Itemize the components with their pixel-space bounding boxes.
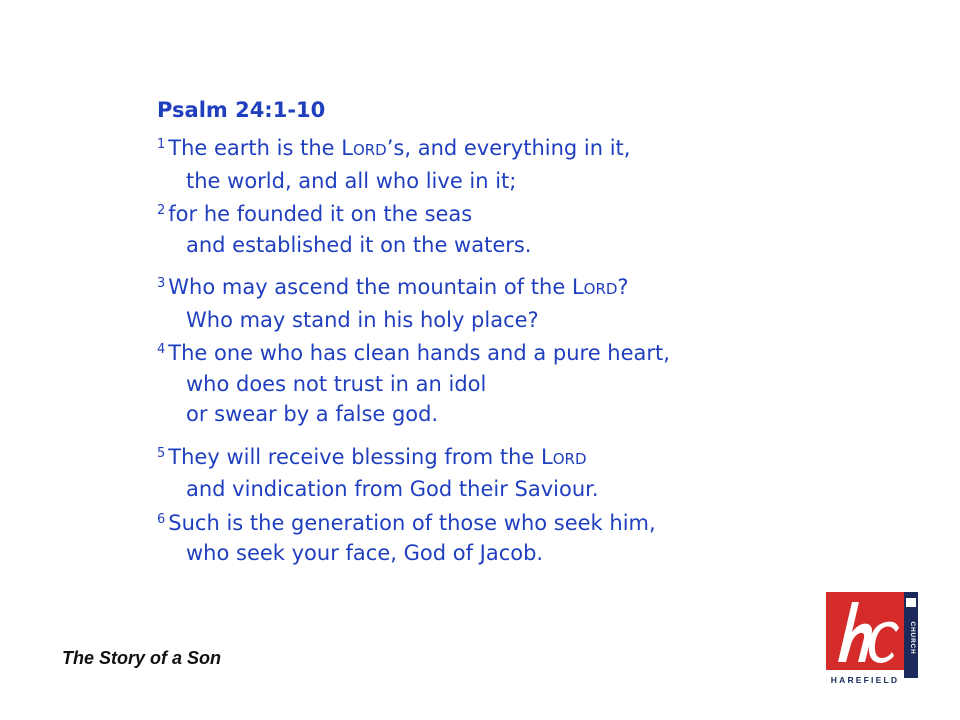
verse-text: the world, and all who live in it; xyxy=(186,168,517,193)
verse-number: 5 xyxy=(157,445,166,461)
harefield-church-logo xyxy=(826,592,926,692)
verse-text: ’s, and everything in it, xyxy=(386,136,631,160)
verse-number: 6 xyxy=(157,511,166,527)
verse-line xyxy=(157,439,797,475)
verse-text: The one who has clean hands and a pure heart, xyxy=(168,341,670,365)
verse-number: 3 xyxy=(157,276,166,291)
verse-text: or swear by a false god. xyxy=(186,402,439,426)
verse-text: ? xyxy=(617,275,629,299)
lord-smallcap-initial: L xyxy=(571,275,584,299)
logo-i-dot xyxy=(906,598,916,607)
lord-smallcap-rest: ORD xyxy=(552,449,587,468)
passage-title: Psalm 24:1-10 xyxy=(157,98,326,122)
verse-number: 1 xyxy=(157,137,166,152)
verse-line xyxy=(157,335,797,369)
verse-line xyxy=(157,305,797,336)
verse-line xyxy=(157,505,797,539)
verse-text: who does not trust in an idol xyxy=(186,371,487,396)
stanza xyxy=(157,269,797,430)
verse-number: 4 xyxy=(157,342,166,357)
logo-church-text: CHURCH xyxy=(909,621,916,655)
verse-line xyxy=(157,474,797,505)
lord-smallcap-rest: ORD xyxy=(583,280,618,298)
verse-line xyxy=(157,166,797,197)
presentation-footer-title: The Story of a Son xyxy=(62,648,222,668)
verse-number: 2 xyxy=(157,203,166,218)
lord-smallcap-initial: L xyxy=(541,444,553,469)
verse-text: for he founded it on the seas xyxy=(168,202,473,226)
lord-smallcap-rest: ORD xyxy=(352,141,387,159)
stanza xyxy=(157,439,797,569)
verse-text: who seek your face, God of Jacob. xyxy=(186,541,544,565)
verse-text: and established it on the waters. xyxy=(186,232,532,257)
stanza xyxy=(157,130,797,260)
verse-line xyxy=(157,369,797,400)
verse-line xyxy=(157,130,797,166)
verse-text: Such is the generation of those who seek him, xyxy=(168,510,656,535)
verse-text: Who may stand in his holy place? xyxy=(186,307,539,332)
logo-harefield-text: HAREFIELD xyxy=(830,675,900,685)
verse-line xyxy=(157,230,797,261)
verse-line xyxy=(157,399,797,430)
verse-text: The earth is the xyxy=(168,136,342,160)
verse-text: and vindication from God their Saviour. xyxy=(186,477,599,501)
verse-line xyxy=(157,269,797,305)
verse-text: Who may ascend the mountain of the xyxy=(168,275,572,299)
verse-line xyxy=(157,538,797,569)
verse-text: They will receive blessing from the xyxy=(168,444,542,469)
lord-smallcap-initial: L xyxy=(341,136,353,160)
verse-line xyxy=(157,196,797,230)
scripture-passage xyxy=(157,96,797,578)
